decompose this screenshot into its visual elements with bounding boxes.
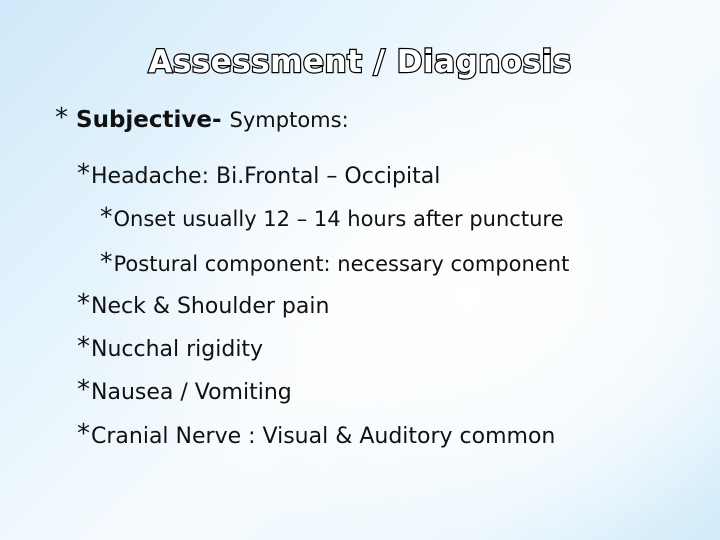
asterisk-bullet-icon: * [55, 103, 68, 133]
bullet-text: Cranial Nerve : Visual & Auditory common [91, 424, 556, 449]
bullet-text: Postural component: necessary component [113, 252, 570, 276]
subjective-heading: Subjective- [76, 107, 222, 133]
bullet-item-neck-shoulder [77, 289, 330, 322]
asterisk-bullet-icon: * [77, 159, 90, 189]
bullet-item-onset [100, 202, 564, 234]
asterisk-bullet-icon: * [77, 332, 90, 362]
asterisk-bullet-icon: * [77, 419, 90, 449]
symptoms-subheading: Symptoms: [229, 108, 349, 132]
asterisk-bullet-icon: * [77, 289, 90, 319]
asterisk-bullet-icon: * [100, 202, 113, 231]
bullet-text: Nausea / Vomiting [91, 380, 292, 405]
bullet-item-nausea [77, 375, 292, 408]
bullet-item-nucchal-rigidity [77, 332, 264, 365]
subjective-bullet [55, 103, 349, 133]
bullet-text: Onset usually 12 – 14 hours after puncture [113, 207, 564, 231]
asterisk-bullet-icon: * [77, 375, 90, 405]
bullet-text: Nucchal rigidity [91, 337, 264, 362]
bullet-item-cranial-nerve [77, 419, 556, 452]
bullet-item-headache [77, 159, 441, 192]
bullet-item-postural [100, 247, 570, 279]
bullet-text: Headache: Bi.Frontal – Occipital [91, 164, 441, 189]
slide-title: Assessment / Diagnosis [148, 44, 572, 80]
bullet-text: Neck & Shoulder pain [91, 294, 330, 319]
asterisk-bullet-icon: * [100, 247, 113, 276]
